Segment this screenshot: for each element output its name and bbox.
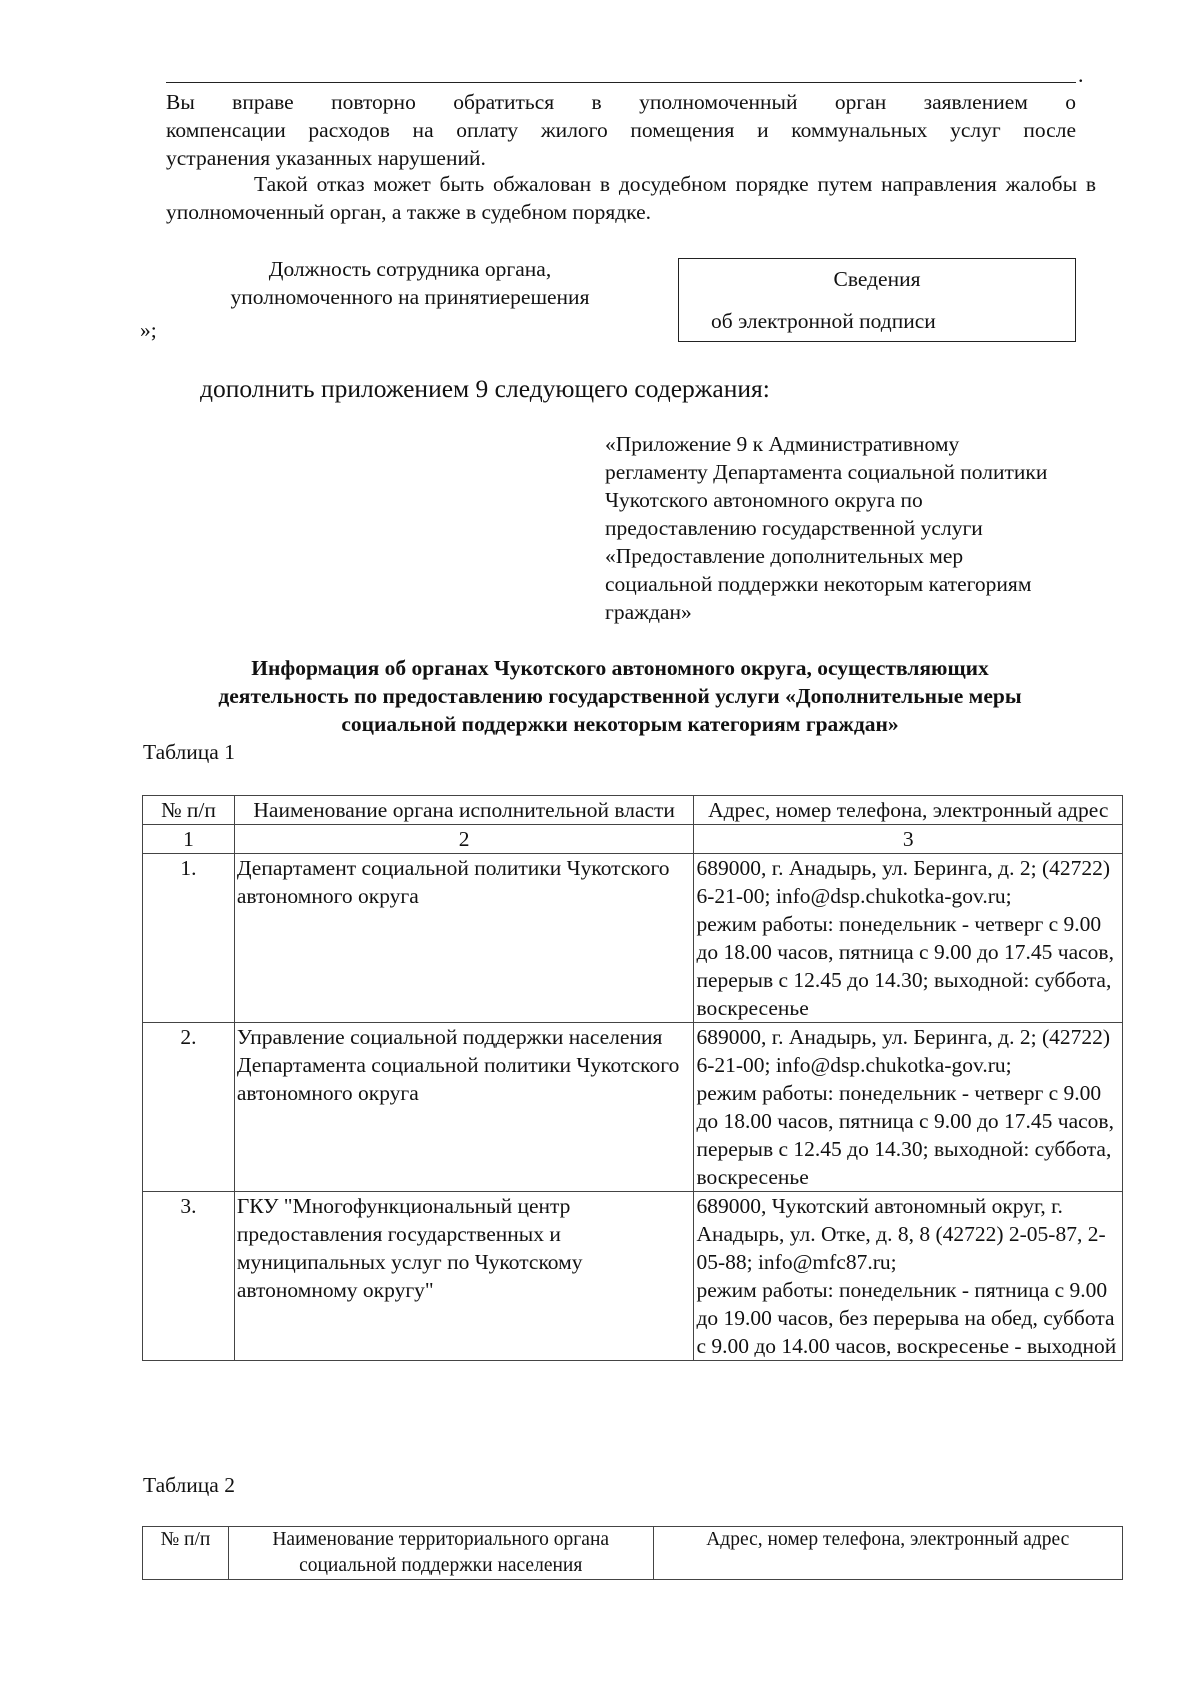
table1-header-address: Адрес, номер телефона, электронный адрес bbox=[694, 796, 1123, 825]
table1-header-name: Наименование органа исполнительной власти bbox=[234, 796, 694, 825]
authority-contacts bbox=[694, 1192, 1123, 1361]
section-heading-line: Информация об органах Чукотского автономного округа, осуществляющих bbox=[251, 656, 989, 680]
authority-address: 689000, г. Анадырь, ул. Беринга, д. 2; (42722) 6-21-00; info@dsp.chukotka-gov.ru; bbox=[696, 1025, 1111, 1077]
table2-header-row bbox=[143, 1527, 1123, 1580]
signature-underline bbox=[166, 82, 1076, 83]
annex-header-line: регламенту Департамента социальной политики bbox=[605, 460, 1048, 484]
section-heading-line: деятельность по предоставлению государственной услуги «Дополнительные меры bbox=[218, 684, 1022, 708]
signature-box-title: Сведения bbox=[833, 267, 921, 291]
authority-schedule: режим работы: понедельник - четверг с 9.00 до 18.00 часов, пятница с 9.00 до 17.45 часов, перерыв с 12.45 до 14.30; выходной: суббота, воскресенье bbox=[696, 912, 1114, 1020]
table1-column-number: 1 bbox=[143, 825, 235, 854]
table-row bbox=[143, 1192, 1123, 1361]
table2 bbox=[142, 1526, 1123, 1580]
table2-header-address: Адрес, номер телефона, электронный адрес bbox=[653, 1527, 1123, 1580]
row-number: 1. bbox=[143, 854, 235, 1023]
row-number: 2. bbox=[143, 1023, 235, 1192]
table1-header-number: № п/п bbox=[143, 796, 235, 825]
annex-header-line: предоставлению государственной услуги bbox=[605, 516, 983, 540]
section-heading bbox=[140, 654, 1100, 738]
annex-header-line: «Предоставление дополнительных мер bbox=[605, 544, 964, 568]
table1-column-number: 3 bbox=[694, 825, 1123, 854]
resubmission-line-3: устранения указанных нарушений. bbox=[166, 146, 486, 170]
authority-name: Управление социальной поддержки населения Департамента социальной политики Чукотского автономного округа bbox=[234, 1023, 694, 1192]
signature-box-subtitle: об электронной подписи bbox=[711, 309, 936, 333]
row-number: 3. bbox=[143, 1192, 235, 1361]
authority-contacts bbox=[694, 1023, 1123, 1192]
table1-column-numbers-row bbox=[143, 825, 1123, 854]
authority-contacts bbox=[694, 854, 1123, 1023]
authority-name: ГКУ "Многофункциональный центр предоставления государственных и муниципальных услуг по Чукотскому автономному округу" bbox=[234, 1192, 694, 1361]
authority-name: Департамент социальной политики Чукотского автономного округа bbox=[234, 854, 694, 1023]
annex-header-line: социальной поддержки некоторым категориям bbox=[605, 572, 1032, 596]
table2-label: Таблица 2 bbox=[143, 1473, 235, 1497]
official-position-line-1: Должность сотрудника органа, bbox=[268, 257, 552, 281]
annex-header bbox=[605, 430, 1125, 626]
official-position bbox=[200, 255, 620, 311]
underline-end-dot: . bbox=[1078, 62, 1084, 87]
annex-header-line: «Приложение 9 к Административному bbox=[605, 432, 960, 456]
authority-schedule: режим работы: понедельник - пятница с 9.00 до 19.00 часов, без перерыва на обед, суббота с 9.00 до 14.00 часов, воскресенье - выходной bbox=[696, 1278, 1117, 1358]
official-position-line-2: уполномоченного на принятиерешения bbox=[230, 285, 590, 309]
section-heading-line: социальной поддержки некоторым категориям граждан» bbox=[341, 712, 899, 736]
authority-schedule: режим работы: понедельник - четверг с 9.00 до 18.00 часов, пятница с 9.00 до 17.45 часов, перерыв с 12.45 до 14.30; выходной: суббота, воскресенье bbox=[696, 1081, 1114, 1189]
table2-header-name: Наименование территориального органа социальной поддержки населения bbox=[228, 1527, 653, 1580]
resubmission-line-1: Вы вправе повторно обратиться в уполномоченный орган заявлением о bbox=[166, 90, 1076, 114]
table1-header-row bbox=[143, 796, 1123, 825]
resubmission-paragraph bbox=[166, 88, 1076, 172]
annex-header-line: граждан» bbox=[605, 600, 692, 624]
authority-address: 689000, Чукотский автономный округ, г. Анадырь, ул. Отке, д. 8, 8 (42722) 2-05-87, 2-05-88; info@mfc87.ru; bbox=[696, 1194, 1106, 1274]
table-row bbox=[143, 854, 1123, 1023]
closing-quote: »; bbox=[140, 318, 157, 342]
annex-header-line: Чукотского автономного округа по bbox=[605, 488, 923, 512]
amendment-instruction: дополнить приложением 9 следующего содержания: bbox=[200, 374, 770, 403]
appeal-paragraph: Такой отказ может быть обжалован в досудебном порядке путем направления жалобы в уполномоченный орган, а также в судебном порядке. bbox=[166, 172, 1096, 224]
table2-header-number: № п/п bbox=[143, 1527, 229, 1580]
resubmission-line-2: компенсации расходов на оплату жилого помещения и коммунальных услуг после bbox=[166, 118, 1076, 142]
table1-column-number: 2 bbox=[234, 825, 694, 854]
table1 bbox=[142, 795, 1123, 1361]
authority-address: 689000, г. Анадырь, ул. Беринга, д. 2; (42722) 6-21-00; info@dsp.chukotka-gov.ru; bbox=[696, 856, 1111, 908]
table-row bbox=[143, 1023, 1123, 1192]
table1-label: Таблица 1 bbox=[143, 740, 235, 764]
electronic-signature-box bbox=[678, 258, 1076, 342]
